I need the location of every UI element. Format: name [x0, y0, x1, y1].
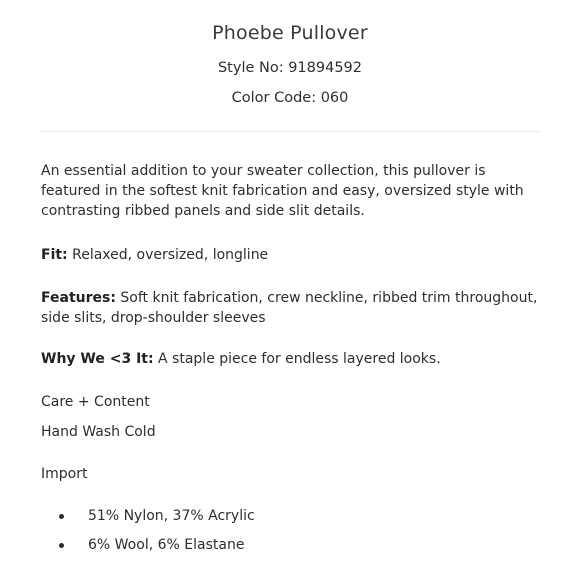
- bullet-icon: [59, 543, 64, 548]
- features-row: [41, 288, 546, 328]
- bullet-icon: [59, 514, 64, 519]
- list-item: [41, 535, 546, 564]
- style-number: Style No: 91894592: [217, 60, 363, 76]
- color-code: Color Code: 060: [231, 90, 349, 106]
- section-divider: [40, 131, 540, 132]
- fit-label: Fit:: [41, 247, 68, 263]
- material-text: 6% Wool, 6% Elastane: [88, 537, 245, 553]
- product-title: Phoebe Pullover: [212, 22, 368, 44]
- why-value: A staple piece for endless layered looks.: [153, 351, 441, 367]
- features-label: Features:: [41, 290, 116, 306]
- why-we-love-it-row: [41, 349, 546, 369]
- features-value: Soft knit fabrication, crew neckline, ribbed trim throughout, side slits, drop-shoulder sleeves: [41, 290, 538, 326]
- materials-list: [41, 506, 546, 564]
- product-description: An essential addition to your sweater collection, this pullover is featured in the softest knit fabrication and easy, oversized style with contrasting ribbed panels and side slit details.: [41, 163, 524, 219]
- fit-row: [41, 245, 546, 265]
- care-instructions: Hand Wash Cold: [41, 424, 156, 440]
- list-item: [41, 506, 546, 535]
- material-text: 51% Nylon, 37% Acrylic: [88, 508, 255, 524]
- why-label: Why We <3 It:: [41, 351, 154, 367]
- fit-value: Relaxed, oversized, longline: [67, 247, 269, 263]
- care-content-heading: Care + Content: [41, 394, 150, 410]
- import-label: Import: [41, 466, 88, 482]
